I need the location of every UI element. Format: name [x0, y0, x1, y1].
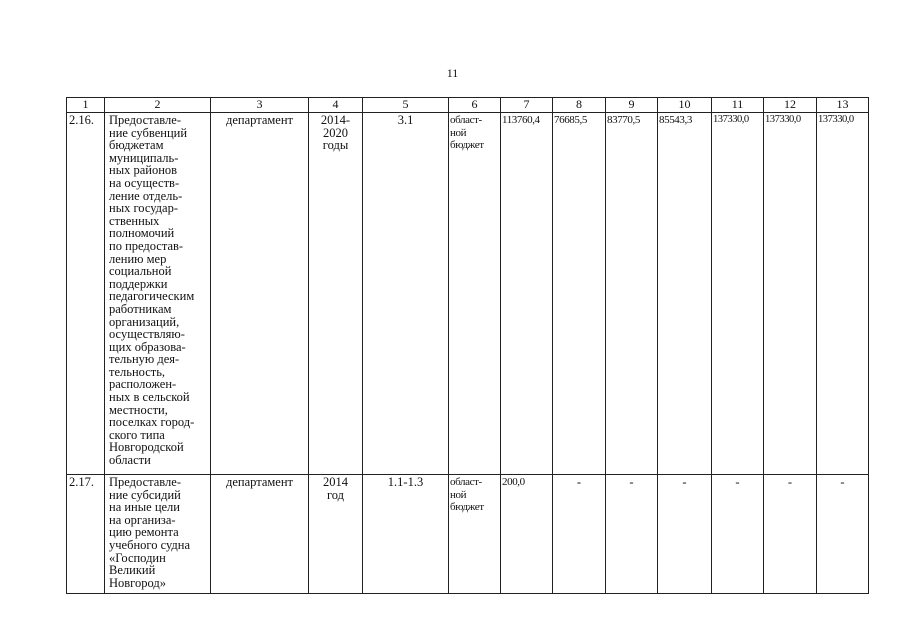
row-value-12: 137330,0 [764, 113, 817, 475]
col-header-9: 9 [606, 98, 658, 113]
row-value-9: 83770,5 [606, 113, 658, 475]
col-header-3: 3 [211, 98, 309, 113]
row-value-10: 85543,3 [658, 113, 712, 475]
row-value-11: - [712, 475, 764, 594]
row-value-9: - [606, 475, 658, 594]
col-header-1: 1 [67, 98, 105, 113]
col-header-10: 10 [658, 98, 712, 113]
row-executor: департамент [211, 113, 309, 475]
col-header-6: 6 [449, 98, 501, 113]
row-value-10: - [658, 475, 712, 594]
row-description: Предоставле- ние субсидий на иные цели на организа- цию ремонта учебного судна «Господин Великий Новгород» [105, 475, 211, 594]
row-period: 2014- 2020 годы [309, 113, 363, 475]
col-header-8: 8 [553, 98, 606, 113]
row-value-7: 200,0 [501, 475, 553, 594]
page-number: 11 [446, 66, 459, 80]
header-row [67, 98, 869, 113]
col-header-5: 5 [363, 98, 449, 113]
row-value-7: 113760,4 [501, 113, 553, 475]
row-target: 3.1 [363, 113, 449, 475]
row-value-8: 76685,5 [553, 113, 606, 475]
row-value-12: - [764, 475, 817, 594]
row-value-11: 137330,0 [712, 113, 764, 475]
row-value-8: - [553, 475, 606, 594]
col-header-2: 2 [105, 98, 211, 113]
table-row [67, 475, 869, 594]
row-source: област- ной бюджет [449, 113, 501, 475]
row-period: 2014 год [309, 475, 363, 594]
row-target: 1.1-1.3 [363, 475, 449, 594]
row-value-13: 137330,0 [817, 113, 869, 475]
col-header-12: 12 [764, 98, 817, 113]
table-row [67, 113, 869, 475]
row-value-13: - [817, 475, 869, 594]
program-table [66, 97, 869, 594]
row-number: 2.16. [67, 113, 105, 475]
row-description: Предоставле- ние субвенций бюджетам муниципаль- ных районов на осуществ- ление отдель- ных государ- ственных полномочий по предостав- лению мер социальной поддержки педагогическим работникам организаций, осуществляю- щих образова- тельную дея- тельность, расположен- ных в сельской местности, поселках город- ского типа Новгородской области [105, 113, 211, 475]
col-header-11: 11 [712, 98, 764, 113]
col-header-7: 7 [501, 98, 553, 113]
col-header-13: 13 [817, 98, 869, 113]
row-source: област- ной бюджет [449, 475, 501, 594]
row-executor: департамент [211, 475, 309, 594]
col-header-4: 4 [309, 98, 363, 113]
row-number: 2.17. [67, 475, 105, 594]
